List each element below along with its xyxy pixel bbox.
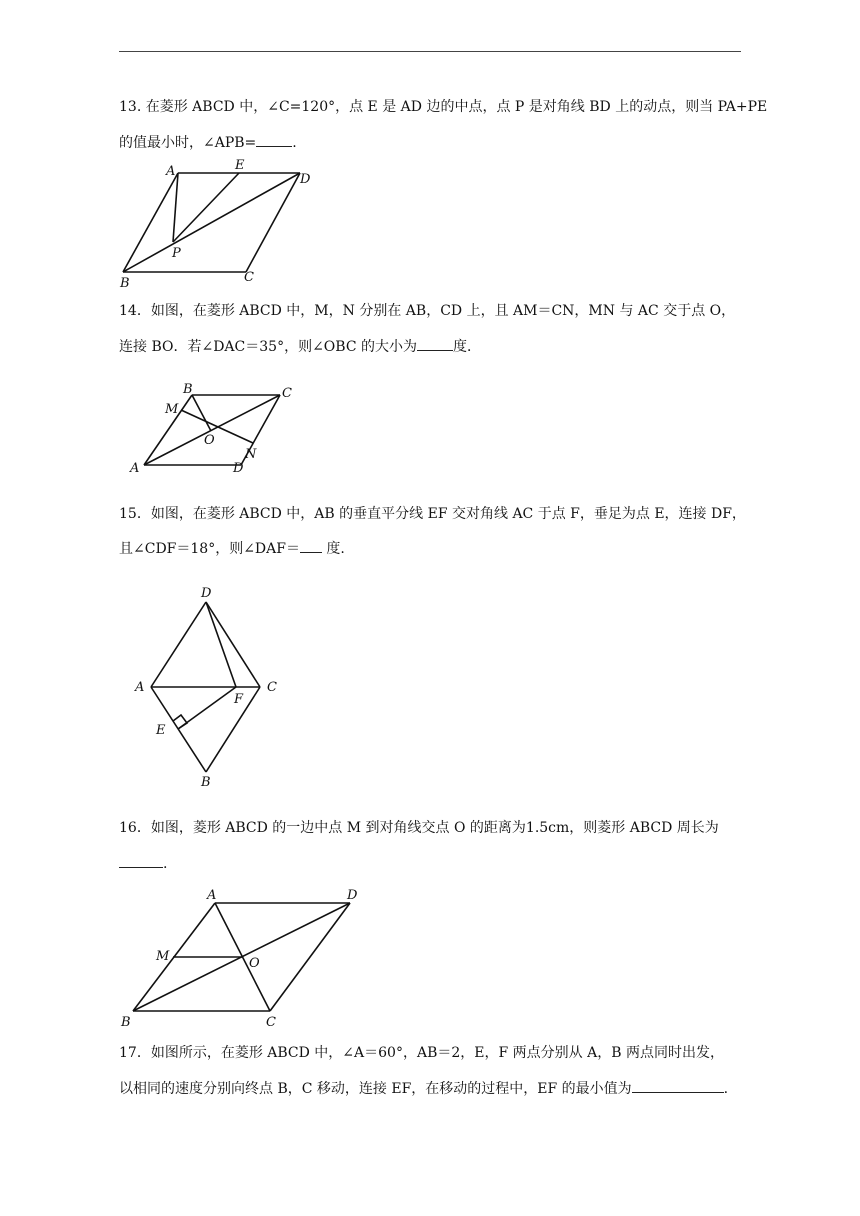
q14-label-n: N <box>245 447 257 462</box>
q16-label-c: C <box>266 1015 276 1030</box>
q15-text-line2 <box>119 538 345 559</box>
q15-edge-dc <box>206 602 260 687</box>
q15-label-a: A <box>135 680 145 695</box>
q14-label-b: B <box>183 382 193 397</box>
q13-answer-blank[interactable] <box>256 132 292 147</box>
q13-label-b: B <box>120 276 130 291</box>
q15-answer-blank[interactable] <box>300 538 322 553</box>
q13-figure <box>110 155 320 290</box>
q17-text-post: . <box>723 1081 729 1097</box>
q14-answer-blank[interactable] <box>417 336 453 351</box>
q15-right-angle-mark <box>173 715 187 729</box>
q15-figure <box>130 580 290 792</box>
q15-edge-cb <box>206 687 260 772</box>
q14-label-m: M <box>165 402 179 417</box>
q14-text-pre: 连接 BO．若∠DAC＝35°，则∠OBC 的大小为 <box>119 339 417 355</box>
q15-segment-df <box>206 602 236 687</box>
q14-label-d: D <box>233 461 244 476</box>
q13-text-line1: 13. 在菱形 ABCD 中，∠C=120°，点 E 是 AD 边的中点，点 P 是对角线 BD 上的动点，则当 PA+PE <box>119 99 768 115</box>
header-rule <box>119 51 741 52</box>
q15-edge-ad <box>151 602 206 687</box>
q17-answer-blank[interactable] <box>632 1078 724 1093</box>
q13-text-post: . <box>292 135 297 151</box>
q16-label-d: D <box>347 888 358 903</box>
q16-label-m: M <box>156 949 170 964</box>
q15-label-c: C <box>267 680 277 695</box>
q15-text-pre: 且∠CDF＝18°，则∠DAF＝ <box>119 541 300 557</box>
q17-text-line2 <box>119 1078 728 1099</box>
q16-text-line2 <box>119 853 167 874</box>
q17-text-pre: 以相同的速度分别向终点 B，C 移动，连接 EF，在移动的过程中，EF 的最小值为 <box>119 1081 632 1097</box>
q13-label-e: E <box>235 158 245 173</box>
q14-label-o: O <box>204 433 215 448</box>
q13-segment-ep <box>173 173 239 242</box>
q16-label-b: B <box>121 1015 131 1030</box>
q14-label-c: C <box>282 386 292 401</box>
q14-text-line2 <box>119 336 481 357</box>
q14-text-post: 度． <box>453 339 481 355</box>
q13-label-p: P <box>172 246 181 261</box>
q15-label-b: B <box>201 775 211 790</box>
q15-text-post: 度. <box>321 541 345 557</box>
q16-text-post: . <box>163 856 168 872</box>
q17-text-line1: 17．如图所示，在菱形 ABCD 中，∠A＝60°，AB＝2，E，F 两点分别从 A，B 两点同时出发， <box>119 1045 724 1061</box>
q14-segment-bo <box>192 395 211 431</box>
q16-text-line1: 16．如图，菱形 ABCD 的一边中点 M 到对角线交点 O 的距离为1.5cm，则菱形 ABCD 周长为 <box>119 820 719 836</box>
q16-label-a: A <box>207 888 217 903</box>
q14-label-a: A <box>130 461 140 476</box>
q15-label-d: D <box>201 586 212 601</box>
q16-edge-dc <box>270 903 350 1011</box>
q15-label-e: E <box>156 723 166 738</box>
q14-figure <box>125 378 305 478</box>
q13-label-a: A <box>166 164 176 179</box>
q13-text-line2 <box>119 132 297 153</box>
q13-segment-ap <box>173 173 178 242</box>
q15-label-f: F <box>234 692 244 707</box>
q16-answer-blank[interactable] <box>119 853 163 868</box>
q15-text-line1: 15．如图，在菱形 ABCD 中，AB 的垂直平分线 EF 交对角线 AC 于点 F，垂足为点 E，连接 DF， <box>119 506 746 522</box>
q16-figure <box>115 883 370 1031</box>
q13-text-pre: 的值最小时，∠APB= <box>119 135 257 151</box>
q16-label-o: O <box>249 956 260 971</box>
q14-text-line1: 14．如图，在菱形 ABCD 中，M，N 分别在 AB，CD 上，且 AM＝CN，MN 与 AC 交于点 O， <box>119 303 736 319</box>
q13-label-d: D <box>300 172 311 187</box>
q13-label-c: C <box>244 270 254 285</box>
